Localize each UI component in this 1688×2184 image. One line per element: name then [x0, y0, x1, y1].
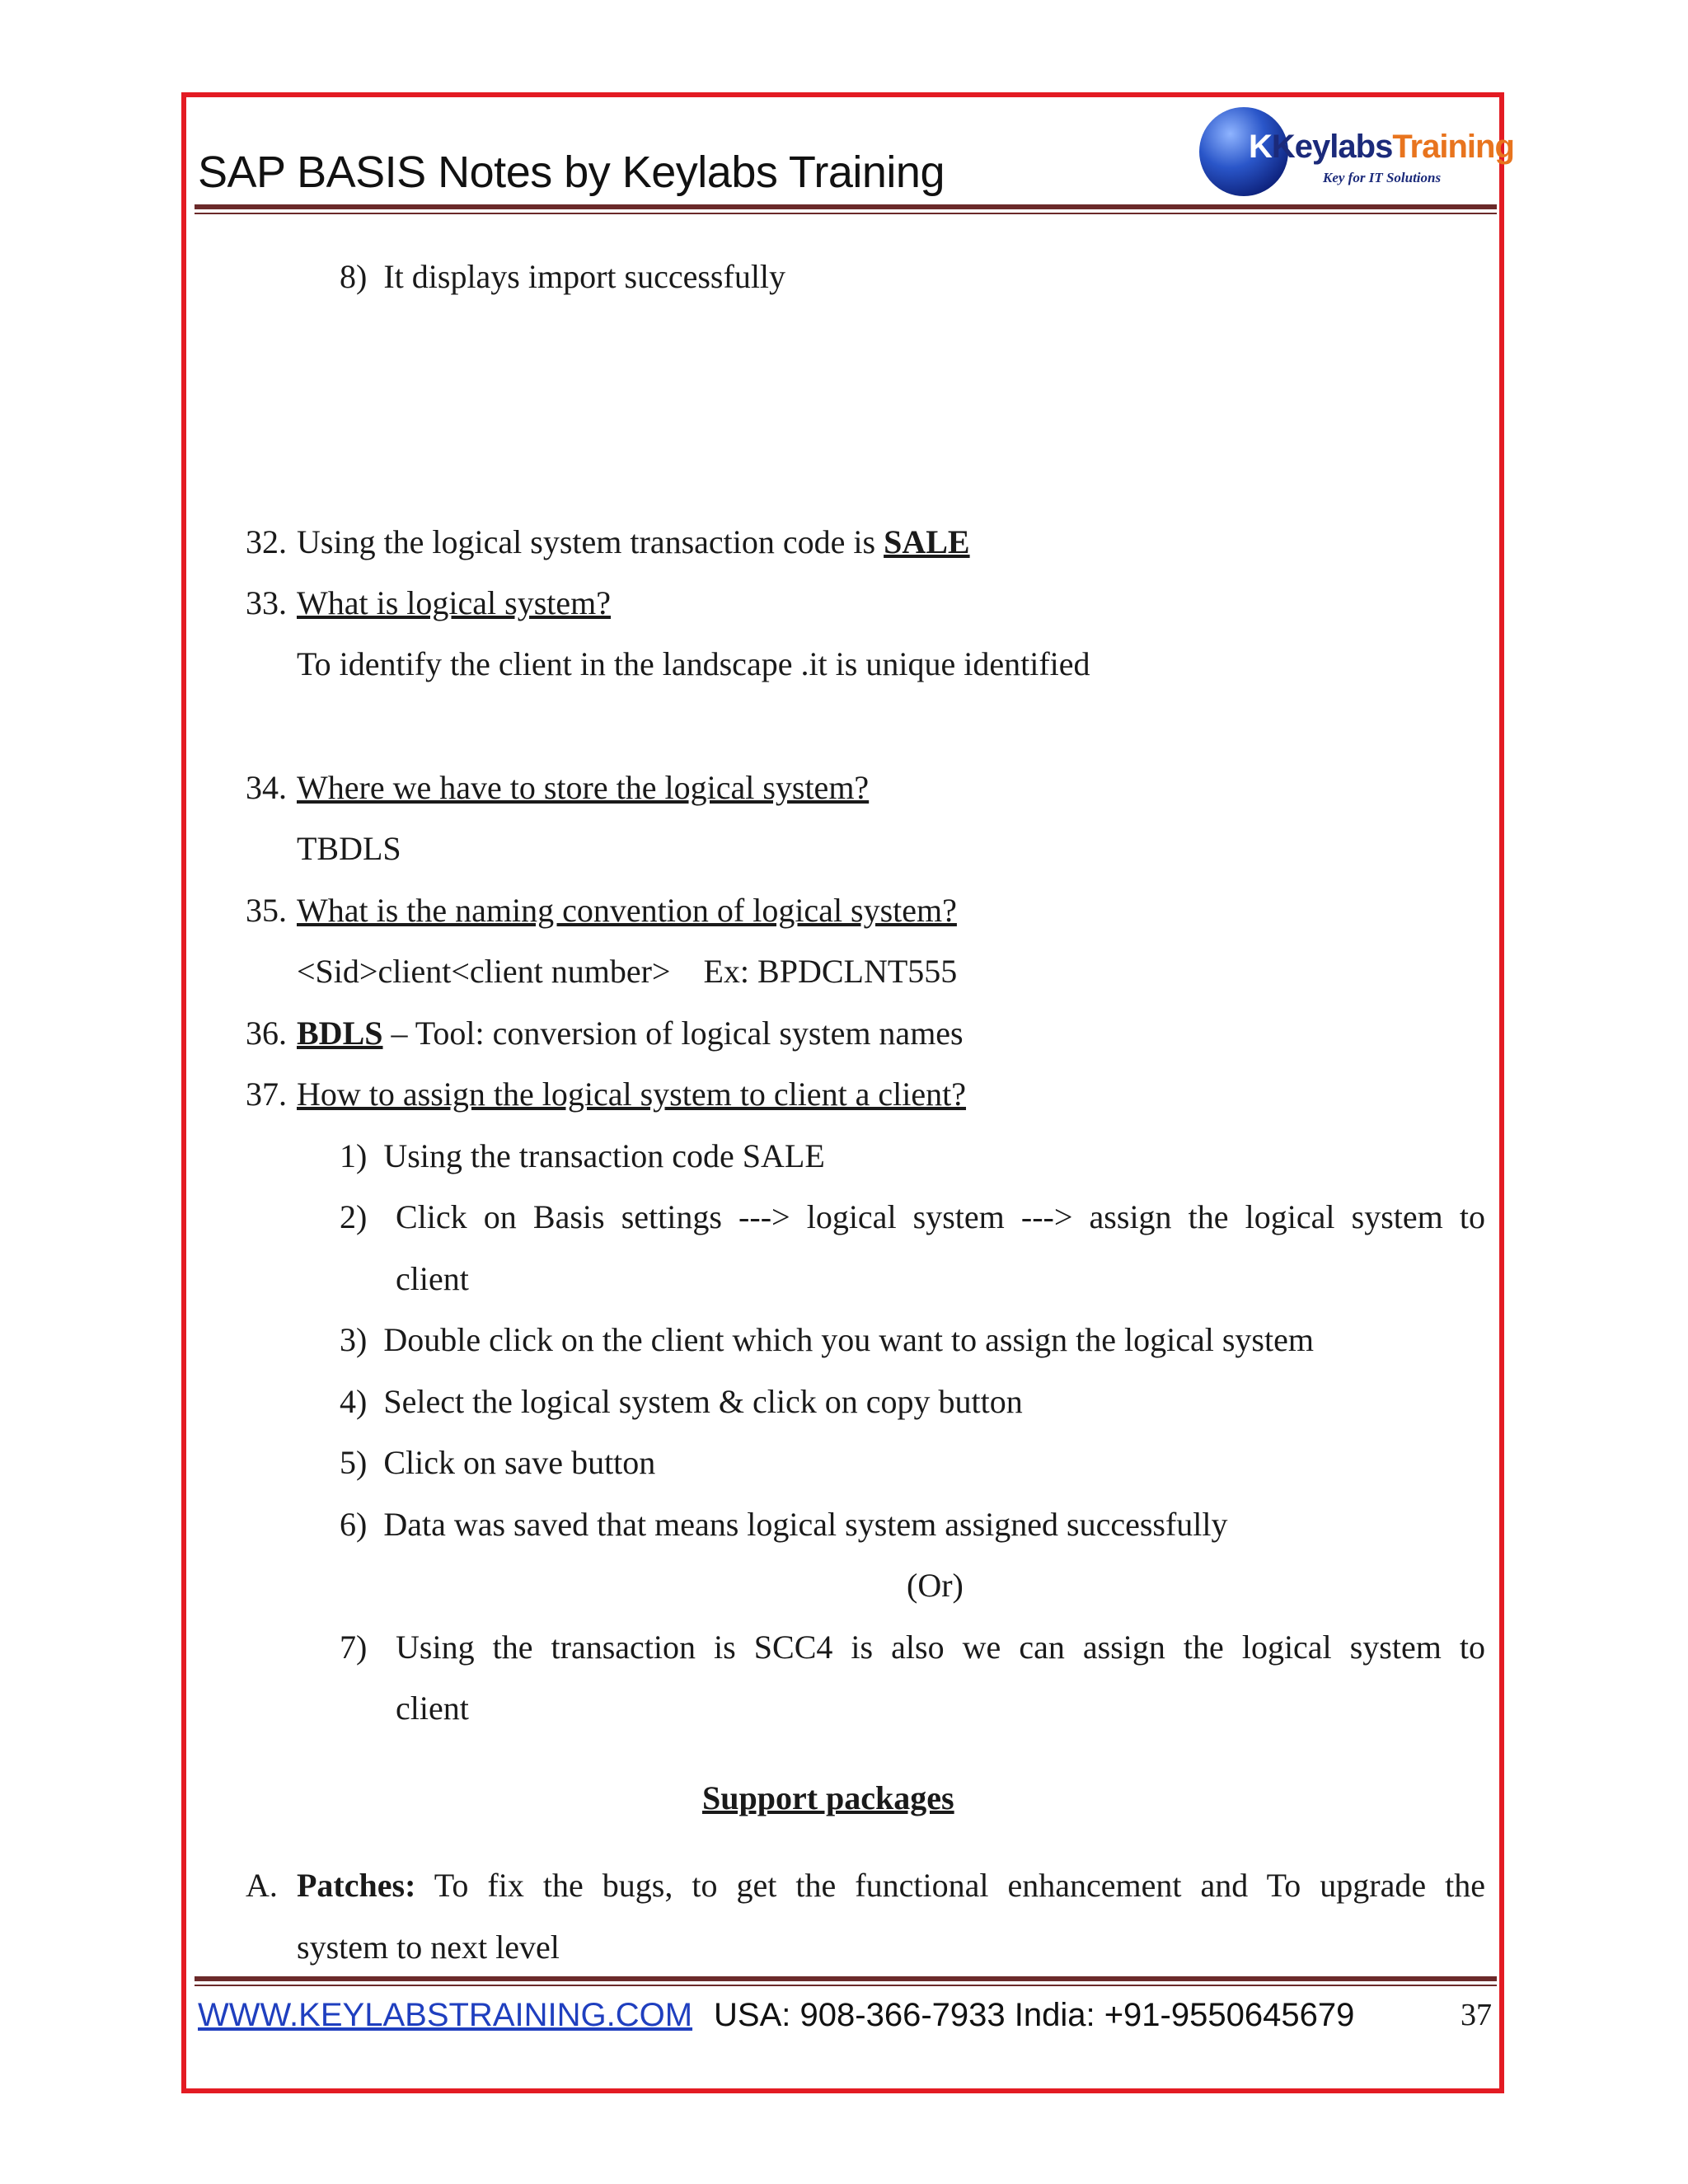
list-item: 6) Data was saved that means logical system assigned successfully — [340, 1506, 1228, 1543]
list-item-cont: client — [396, 1260, 469, 1297]
phone-numbers: USA: 908-366-7933 India: +91-9550645679 — [714, 1997, 1355, 2033]
q35-answer: <Sid>client<client number> Ex: BPDCLNT555 — [297, 953, 958, 990]
list-item: Click on Basis settings ---> logical system ---> assign the logical system to — [396, 1198, 1485, 1235]
q36-num: 36. — [246, 1015, 287, 1052]
q35-num: 35. — [246, 892, 287, 929]
website-link[interactable]: WWW.KEYLABSTRAINING.COM — [198, 1997, 693, 2033]
page-number: 37 — [1461, 1998, 1492, 2032]
header-rule — [195, 204, 1497, 214]
q33-answer: To identify the client in the landscape .it is unique identified — [297, 645, 1090, 682]
q33-question: What is logical system? — [297, 584, 612, 621]
q34-answer: TBDLS — [297, 830, 401, 867]
page-footer — [198, 1994, 1492, 2036]
q37-num: 37. — [246, 1076, 287, 1113]
list-item: Using the transaction is SCC4 is also we can assign the logical system to — [396, 1629, 1485, 1666]
q32: 32. — [246, 523, 287, 560]
list-item: 8) It displays import successfully — [340, 258, 786, 295]
list-item-num: 2) — [340, 1198, 368, 1235]
page-title: SAP BASIS Notes by Keylabs Training — [198, 148, 945, 197]
itemA-cont: system to next level — [297, 1929, 560, 1966]
list-item-cont: client — [396, 1690, 469, 1727]
itemA-num: A. — [246, 1867, 278, 1904]
logo-wordmark: KKeylabsTraining — [1249, 129, 1514, 165]
itemA-text: Patches: To fix the bugs, to get the functional enhancement and To upgrade the — [297, 1867, 1485, 1904]
list-item: 5) Click on save button — [340, 1444, 656, 1481]
list-item: 1) Using the transaction code SALE — [340, 1137, 825, 1174]
q32-text: Using the logical system transaction code is SALE — [297, 523, 970, 560]
q37-question: How to assign the logical system to client a client? — [297, 1076, 967, 1113]
footer-rule — [195, 1976, 1497, 1986]
logo-name-part1: Keylabs — [1271, 129, 1393, 165]
q35-question: What is the naming convention of logical system? — [297, 892, 957, 929]
q34-num: 34. — [246, 769, 287, 806]
or-separator: (Or) — [907, 1567, 964, 1604]
q34-question: Where we have to store the logical system? — [297, 769, 870, 806]
section-heading: Support packages — [702, 1779, 954, 1816]
logo-tagline: Key for IT Solutions — [1323, 170, 1442, 185]
list-item-num: 7) — [340, 1629, 368, 1666]
list-item: 3) Double click on the client which you want to assign the logical system — [340, 1321, 1314, 1358]
logo-name-part2: Training — [1392, 129, 1514, 165]
q36-text: BDLS – Tool: conversion of logical system names — [297, 1015, 964, 1052]
list-item: 4) Select the logical system & click on copy button — [340, 1383, 1023, 1420]
keylabs-logo — [1199, 99, 1514, 198]
q33-num: 33. — [246, 584, 287, 621]
